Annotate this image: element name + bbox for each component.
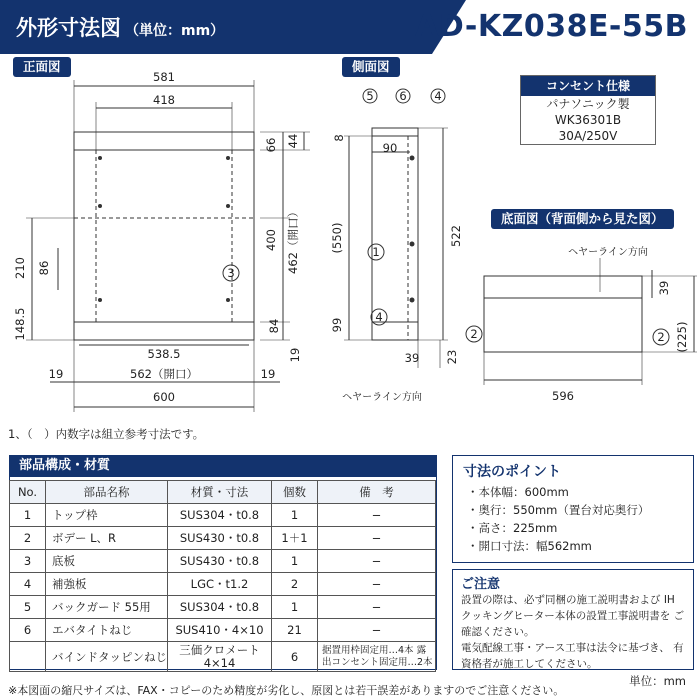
side-dim-39: 39 <box>404 351 420 365</box>
front-part-3: 3 <box>227 266 235 280</box>
outlet-spec-line: 30A/250V <box>558 129 618 143</box>
col-header: 備 考 <box>318 481 436 504</box>
table-header-row <box>10 481 436 504</box>
cell: 底板 <box>46 550 168 573</box>
points-item: ・開口寸法：幅562mm <box>467 539 592 553</box>
title-unit: （単位：mm） <box>125 23 225 39</box>
cell: 3 <box>10 550 46 573</box>
front-dim-418: 418 <box>153 93 175 107</box>
cell: − <box>318 527 436 550</box>
cell: SUS410・4×10 <box>168 619 272 642</box>
points-heading: 寸法のポイント <box>463 464 561 480</box>
bottom-dim-596: 596 <box>552 389 574 403</box>
cell: SUS304・t0.8 <box>168 504 272 527</box>
outlet-spec-line: パナソニック製 <box>546 97 630 111</box>
side-view-label: 側面図 <box>342 57 400 77</box>
bottom-body <box>484 298 642 352</box>
front-dim-562: 562（開口） <box>130 367 198 381</box>
parts-heading: 部品構成・材質 <box>9 455 437 477</box>
bottom-part-2-right: 2 <box>657 330 665 344</box>
caution-text-1: 設置の際は、必ず同梱の施工説明書および IHクッキングヒーター本体の設置工事説明書を ご確認ください。 <box>461 594 685 638</box>
side-part-1: 1 <box>372 245 380 259</box>
cell: − <box>318 550 436 573</box>
front-dim-210: 210 <box>13 257 27 279</box>
cell: エバタイトねじ <box>46 619 168 642</box>
outlet-spec-heading: コンセント仕様 <box>521 76 655 96</box>
outlet-spec-line: WK36301B <box>554 113 622 127</box>
points-item: ・高さ：225mm <box>467 521 558 535</box>
front-dim-19-right: 19 <box>260 367 276 381</box>
table-row <box>10 596 436 619</box>
cell: 1 <box>272 596 318 619</box>
cell: 2 <box>10 527 46 550</box>
side-dim-90: 90 <box>382 141 398 155</box>
caution-heading: ご注意 <box>461 577 501 592</box>
cell: 6 <box>272 642 318 672</box>
side-hairline-label: ヘヤーライン方向 <box>342 392 422 403</box>
side-dim-522: 522 <box>449 225 463 247</box>
front-dim-581: 581 <box>153 70 175 84</box>
front-view-label: 正面図 <box>13 57 71 77</box>
cell <box>10 642 46 672</box>
col-header: 個数 <box>272 481 318 504</box>
front-dim-462: 462（開口） <box>286 206 300 274</box>
side-dim-99: 99 <box>330 317 344 333</box>
front-dim-44: 44 <box>286 133 300 149</box>
front-dim-86: 86 <box>37 260 51 276</box>
cell: トップ枠 <box>46 504 168 527</box>
front-dim-19-left: 19 <box>48 367 64 381</box>
cell: 据置用枠固定用…4本 露出コンセント固定用…2本 <box>318 642 436 672</box>
title-text: 外形寸法図 <box>16 16 121 40</box>
cell: − <box>318 573 436 596</box>
cell: SUS430・t0.8 <box>168 527 272 550</box>
front-dim-538: 538.5 <box>147 347 181 361</box>
dimension-points-box <box>452 455 694 563</box>
cell: 1 <box>272 504 318 527</box>
table-row <box>10 550 436 573</box>
cell: LGC・t1.2 <box>168 573 272 596</box>
cell: − <box>318 619 436 642</box>
cell: 4 <box>10 573 46 596</box>
cell: − <box>318 504 436 527</box>
side-part-4: 4 <box>434 89 442 103</box>
caution-box <box>452 569 694 670</box>
cell: 21 <box>272 619 318 642</box>
bottom-view-label: 底面図（背面側から見た図） <box>491 209 674 229</box>
front-outline <box>74 132 254 340</box>
cell: − <box>318 596 436 619</box>
cell: SUS304・t0.8 <box>168 596 272 619</box>
front-dim-148: 148.5 <box>13 307 27 341</box>
cell: バインドタッピンねじ <box>46 642 168 672</box>
footnote: ※本図面の縮尺サイズは、FAX・コピーのため精度が劣化し、原図とは若干誤差がありますのでご注意ください。 <box>8 684 565 697</box>
cell: 1 <box>272 550 318 573</box>
cell: SUS430・t0.8 <box>168 550 272 573</box>
front-dim-84: 84 <box>267 318 281 334</box>
front-dim-400: 400 <box>264 229 278 251</box>
bottom-part-2-left: 2 <box>470 327 478 341</box>
unit-note: 単位：mm <box>629 674 686 688</box>
table-row <box>10 504 436 527</box>
side-part-5: 5 <box>366 89 374 103</box>
table-row <box>10 619 436 642</box>
cell: バックガード 55用 <box>46 596 168 619</box>
parts-table <box>9 480 436 672</box>
front-dim-66: 66 <box>264 137 278 153</box>
assembly-note: 1、（ ）内数字は組立参考寸法です。 <box>8 427 205 441</box>
model-number: AD-KZ038E-55B <box>415 9 688 44</box>
bottom-dim-225: (225) <box>675 321 689 353</box>
side-dim-8: 8 <box>332 134 346 142</box>
cell: ボデー L、R <box>46 527 168 550</box>
col-header: No. <box>10 481 46 504</box>
cell: 1 <box>10 504 46 527</box>
cell: 5 <box>10 596 46 619</box>
side-dim-550: (550) <box>330 222 344 254</box>
outlet-spec-box <box>520 75 656 145</box>
cell: 補強板 <box>46 573 168 596</box>
caution-text-2: 電気配線工事・アース工事は法令に基づき、 有資格者が施工してください。 <box>461 642 684 670</box>
cell: 三価クロメート 4×14 <box>168 642 272 672</box>
points-item: ・本体幅：600mm <box>467 485 569 499</box>
table-row <box>10 642 436 672</box>
front-dim-19: 19 <box>288 347 302 363</box>
front-dim-600: 600 <box>153 390 175 404</box>
bottom-top-band <box>484 276 642 298</box>
side-part-4b: 4 <box>375 310 383 324</box>
side-part-6: 6 <box>399 89 407 103</box>
table-row <box>10 527 436 550</box>
side-dim-23: 23 <box>445 349 459 365</box>
cell: 2 <box>272 573 318 596</box>
bottom-dim-39: 39 <box>657 280 671 296</box>
table-row <box>10 573 436 596</box>
cell: 6 <box>10 619 46 642</box>
bottom-hairline-label: ヘヤーライン方向 <box>568 247 648 258</box>
cell: 1＋1 <box>272 527 318 550</box>
col-header: 部品名称 <box>46 481 168 504</box>
col-header: 材質・寸法 <box>168 481 272 504</box>
points-item: ・奥行：550mm（置台対応奥行） <box>467 503 650 517</box>
